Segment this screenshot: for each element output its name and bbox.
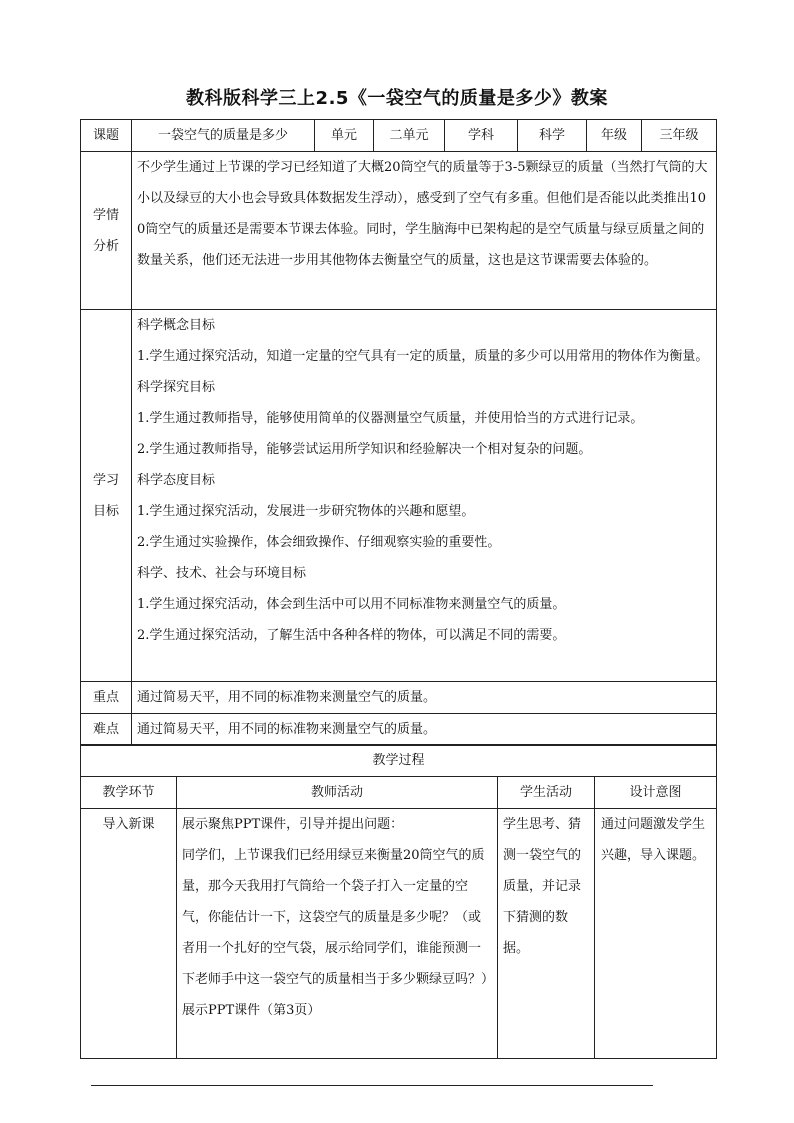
lesson-label: 课题 [81,120,132,152]
key-point-label: 重点 [81,682,132,714]
difficulty-text: 通过简易天平，用不同的标准物来测量空气的质量。 [132,714,717,746]
objective-line: 2.学生通过教师指导，能够尝试运用所学知识和经验解决一个相对复杂的问题。 [137,442,592,457]
design-intent-cell: 通过问题激发学生兴趣，导入课题。 [595,809,717,1059]
column-header-student: 学生活动 [498,777,595,809]
key-point-text: 通过简易天平，用不同的标准物来测量空气的质量。 [132,682,717,714]
objective-line: 科学、技术、社会与环境目标 [137,566,307,581]
table-row [81,809,717,1059]
column-header-stage: 教学环节 [81,777,177,809]
unit-value: 二单元 [374,120,445,152]
teacher-line: 展示PPT课件（第3页） [182,1003,321,1018]
grade-value: 三年级 [642,120,717,152]
subject-label: 学科 [445,120,518,152]
footer-rule [91,1085,653,1086]
subject-value: 科学 [518,120,587,152]
document-title: 教科版科学三上2.5《一袋空气的质量是多少》教案 [186,88,608,109]
process-heading: 教学过程 [81,745,717,777]
objectives-label-line1: 学习 [92,472,119,488]
objective-line: 科学态度目标 [137,473,216,488]
lesson-value: 一袋空气的质量是多少 [132,120,315,152]
analysis-label-line1: 学情 [92,207,119,223]
objective-line: 2.学生通过实验操作，体会细致操作、仔细观察实验的重要性。 [137,535,501,550]
teacher-line: 同学们，上节课我们已经用绿豆来衡量20筒空气的质量，那今天我用打气筒给一个袋子打入一定量的空气，你能估计一下，这袋空气的质量是多少呢？（或者用一个扎好的空气袋，展示给同学们，谁能预测一下老师手中这一袋空气的质量相当于多少颗绿豆吗？） [182,848,495,987]
column-header-teacher: 教师活动 [177,777,498,809]
student-activity-cell: 学生思考、猜测一袋空气的质量，并记录下猜测的数据。 [498,809,595,1059]
objective-line: 2.学生通过探究活动，了解生活中各种各样的物体，可以满足不同的需要。 [137,628,566,643]
analysis-label-line2: 分析 [92,238,119,254]
objectives-text [132,310,717,682]
objectives-label-line2: 目标 [92,503,119,519]
stage-cell: 导入新课 [81,809,177,1059]
analysis-label [81,152,132,310]
analysis-text: 不少学生通过上节课的学习已经知道了大概20筒空气的质量等于3-5颗绿豆的质量（当然打气筒的大小以及绿豆的大小也会导致具体数据发生浮动），感受到了空气有多重。但他们是否能以此类推出100筒空气的质量还是需要本节课去体验。同时，学生脑海中已架构起的是空气质量与绿豆质量之间的数量关系，他们还无法进一步用其他物体去衡量空气的质量，这也是这节课需要去体验的。 [132,152,717,310]
objectives-label [81,310,132,682]
objective-line: 科学概念目标 [137,318,216,333]
objective-line: 1.学生通过探究活动，发展进一步研究物体的兴趣和愿望。 [137,504,475,519]
teacher-activity-cell [177,809,498,1059]
objective-line: 1.学生通过探究活动，体会到生活中可以用不同标准物来测量空气的质量。 [137,597,566,612]
column-header-intent: 设计意图 [595,777,717,809]
lesson-info-table [80,119,717,746]
unit-label: 单元 [315,120,374,152]
objective-line: 科学探究目标 [137,380,216,395]
objective-line: 1.学生通过探究活动，知道一定量的空气具有一定的质量，质量的多少可以用常用的物体作为衡量。 [137,349,709,364]
objective-line: 1.学生通过教师指导，能够使用简单的仪器测量空气质量，并使用恰当的方式进行记录。 [137,411,644,426]
teaching-process-table [80,744,717,1059]
grade-label: 年级 [587,120,642,152]
teacher-line: 展示聚焦PPT课件，引导并提出问题： [182,817,404,832]
difficulty-label: 难点 [81,714,132,746]
